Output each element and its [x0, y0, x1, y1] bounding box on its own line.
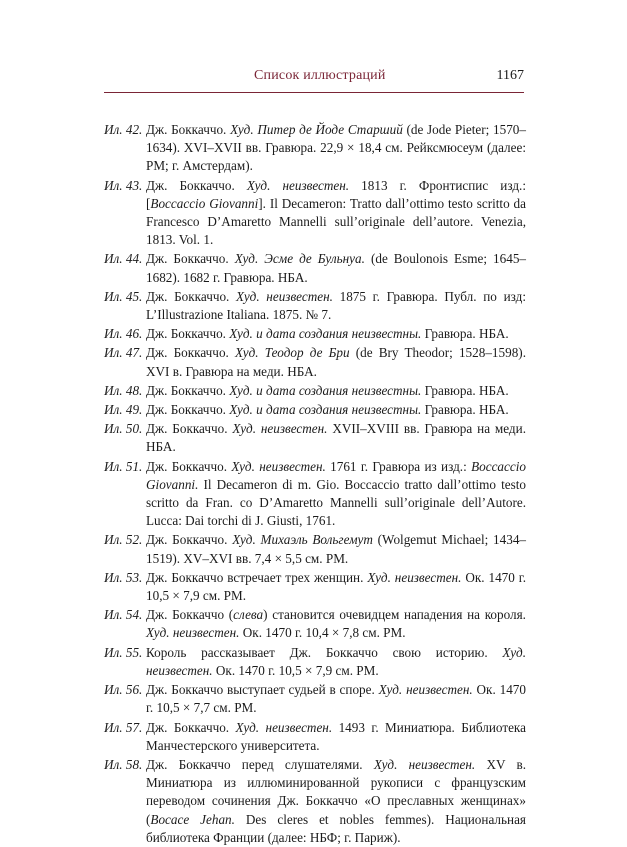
- caption-text: Дж. Боккаччо.: [146, 326, 230, 342]
- caption-italic: Худ. неизвестен.: [367, 569, 462, 585]
- illustration-number: Ил. 55.: [104, 644, 143, 660]
- caption-text: XVII–XVIII вв. Гравюра на меди. НБА.: [146, 421, 527, 455]
- caption-text: Гравюра. НБА.: [421, 382, 509, 398]
- list-item: [104, 344, 526, 380]
- caption-italic: Boccaccio Giovanni: [150, 195, 259, 211]
- caption-italic: Bocace Jehan.: [150, 811, 235, 827]
- illustration-caption: [146, 644, 526, 680]
- illustration-caption: [146, 344, 526, 380]
- illustration-number: Ил. 49.: [104, 402, 143, 418]
- page-header: [104, 68, 524, 88]
- caption-text: Ок. 1470 г. 10,5 × 7,9 см. РМ.: [212, 662, 379, 678]
- caption-text: ) становится очевидцем нападения на короля.: [263, 607, 526, 623]
- running-title: Список иллюстраций: [254, 68, 386, 83]
- illustration-number: Ил. 56.: [104, 682, 143, 698]
- caption-text: Гравюра. НБА.: [421, 402, 509, 418]
- illustration-number: Ил. 43.: [104, 177, 143, 193]
- illustration-number: Ил. 53.: [104, 569, 143, 585]
- caption-text: Король рассказывает Дж. Боккаччо свою историю.: [146, 644, 503, 660]
- illustration-caption: [146, 325, 526, 343]
- illustration-number: Ил. 57.: [104, 719, 143, 735]
- caption-italic: Худ. Питер де Йоде Старший: [230, 122, 403, 137]
- caption-italic: Худ. неизвестен.: [236, 288, 333, 304]
- list-item: [104, 382, 526, 400]
- caption-text: Ок. 1470 г. 10,4 × 7,8 см. РМ.: [239, 625, 406, 641]
- caption-text: Des cleres et nobles femmes). Национальная библиотека Франции (далее: НБФ; г. Париж).: [146, 811, 526, 845]
- illustration-number: Ил. 50.: [104, 421, 143, 437]
- illustration-caption: [146, 382, 526, 400]
- illustration-caption: [146, 288, 526, 324]
- list-item: [104, 569, 526, 605]
- caption-text: Гравюра. НБА.: [421, 326, 509, 342]
- caption-text: Ок. 1470 г. 10,5 × 7,9 см. РМ.: [146, 569, 526, 604]
- page-number: 1167: [496, 68, 524, 83]
- caption-italic: Худ. Михаэль Вольгемут: [232, 532, 373, 548]
- caption-text: Il Decameron di m. Gio. Boccaccio tratto dall’ottimo testo scritto da Fran. co D’Amaretto Mannelli sull’originale dell’Autore. Lucca: Dai torchi di J. Giusti, 1761.: [146, 476, 526, 529]
- caption-italic: Худ. неизвестен.: [146, 625, 240, 641]
- illustration-number: Ил. 44.: [104, 251, 143, 267]
- caption-text: XV в. Миниатюра из иллюминированной рукописи с французским переводом сочинения Дж. Боккаччо «О преславных женщинах» (: [146, 756, 526, 827]
- caption-text: Дж. Боккаччо встречает трех женщин.: [146, 569, 368, 585]
- caption-text: (de Boulonois Esme; 1645–1682). 1682 г. Гравюра. НБА.: [146, 251, 527, 285]
- illustration-caption: [146, 250, 526, 286]
- caption-text: Дж. Боккаччо.: [146, 458, 232, 474]
- caption-italic: Худ. и дата создания неизвестны.: [229, 382, 422, 398]
- list-item: [104, 121, 526, 176]
- list-item: [104, 177, 526, 250]
- illustration-number: Ил. 58.: [104, 756, 143, 772]
- illustration-caption: [146, 458, 526, 531]
- header-rule: [104, 92, 524, 93]
- illustration-number: Ил. 51.: [104, 458, 143, 474]
- list-item: [104, 420, 526, 456]
- list-item: [104, 606, 526, 642]
- illustration-caption: [146, 681, 526, 717]
- caption-text: (de Jode Pieter; 1570–1634). XVI–XVII вв. Гравюра. 22,9 × 18,4 см. Рейксмюсеум (далее: РМ; г. Амстердам).: [146, 122, 526, 174]
- caption-italic: Худ. Теодор де Бри: [235, 345, 350, 361]
- caption-text: (Wolgemut Michael; 1434–1519). XV–XVI вв. 7,4 × 5,5 см. РМ.: [146, 532, 527, 566]
- list-item: [104, 288, 526, 324]
- caption-italic: Худ. неизвестен.: [232, 421, 328, 437]
- caption-text: Дж. Боккаччо.: [146, 382, 230, 398]
- illustration-number: Ил. 42.: [104, 122, 143, 137]
- list-item: [104, 531, 526, 567]
- caption-text: Ок. 1470 г. 10,5 × 7,7 см. РМ.: [146, 682, 526, 716]
- caption-text: 1493 г. Миниатюра. Библиотека Манчестерского университета.: [146, 719, 526, 753]
- illustration-caption: [146, 569, 526, 605]
- list-item: [104, 644, 526, 680]
- illustration-number: Ил. 48.: [104, 382, 143, 398]
- caption-text: (de Bry Theodor; 1528–1598). XVI в. Гравюра на меди. НБА.: [146, 345, 526, 379]
- illustration-number: Ил. 47.: [104, 345, 143, 361]
- illustration-caption: [146, 719, 526, 755]
- illustration-caption: [146, 121, 526, 176]
- illustration-number: Ил. 54.: [104, 607, 143, 623]
- caption-italic: Худ. и дата создания неизвестны.: [229, 326, 422, 342]
- illustration-number: Ил. 45.: [104, 288, 143, 304]
- illustration-caption: [146, 177, 526, 250]
- caption-text: 1813 г. Фронтиспис изд.: [: [146, 177, 526, 211]
- caption-text: Дж. Боккаччо выступает судьей в споре.: [146, 682, 379, 698]
- caption-text: ]. Il Decameron: Tratto dall’ottimo testo scritto da Francesco D’Amaretto Mannelli sull’originale dell’autore. Venezia, 1813. Vol. 1.: [146, 195, 526, 248]
- caption-text: Дж. Боккаччо (: [146, 607, 234, 623]
- caption-text: Дж. Боккаччо.: [146, 288, 237, 304]
- caption-text: Дж. Боккаччо.: [146, 402, 230, 418]
- caption-text: 1875 г. Гравюра. Публ. по изд: L’Illustrazione Italiana. 1875. № 7.: [146, 288, 526, 323]
- caption-italic: Худ. неизвестен.: [146, 644, 526, 678]
- caption-text: 1761 г. Гравюра из изд.:: [325, 458, 472, 474]
- caption-text: Дж. Боккаччо.: [146, 421, 233, 437]
- illustration-caption: [146, 531, 526, 567]
- caption-text: Дж. Боккаччо.: [146, 251, 235, 267]
- caption-italic: Худ. и дата создания неизвестны.: [229, 402, 422, 418]
- caption-italic: Худ. неизвестен.: [231, 458, 326, 474]
- list-item: [104, 719, 526, 755]
- illustration-caption: [146, 420, 526, 456]
- caption-italic: Худ. Эсме де Бульнуа.: [234, 251, 365, 267]
- caption-text: Дж. Боккаччо.: [146, 177, 247, 193]
- caption-text: Дж. Боккаччо.: [146, 719, 236, 735]
- caption-italic: Худ. неизвестен.: [378, 682, 473, 698]
- list-item: [104, 681, 526, 717]
- illustration-caption: [146, 756, 526, 847]
- caption-italic: Худ. неизвестен.: [246, 177, 350, 193]
- illustration-caption: [146, 401, 526, 419]
- caption-italic: Boccaccio Giovanni.: [146, 458, 526, 492]
- caption-text: Дж. Боккаччо.: [146, 122, 231, 137]
- caption-text: Дж. Боккаччо перед слушателями.: [146, 756, 374, 772]
- list-item: [104, 401, 526, 419]
- illustration-number: Ил. 52.: [104, 532, 143, 548]
- list-item: [104, 458, 526, 531]
- list-item: [104, 325, 526, 343]
- illustration-list: [104, 121, 526, 847]
- illustration-caption: [146, 606, 526, 642]
- illustration-number: Ил. 46.: [104, 326, 143, 342]
- caption-italic: Худ. неизвестен.: [235, 719, 333, 735]
- caption-text: Дж. Боккаччо.: [146, 532, 233, 548]
- list-item: [104, 756, 526, 847]
- caption-italic: слева: [233, 607, 264, 623]
- caption-text: Дж. Боккаччо.: [146, 345, 236, 361]
- caption-italic: Худ. неизвестен.: [373, 756, 476, 772]
- list-item: [104, 250, 526, 286]
